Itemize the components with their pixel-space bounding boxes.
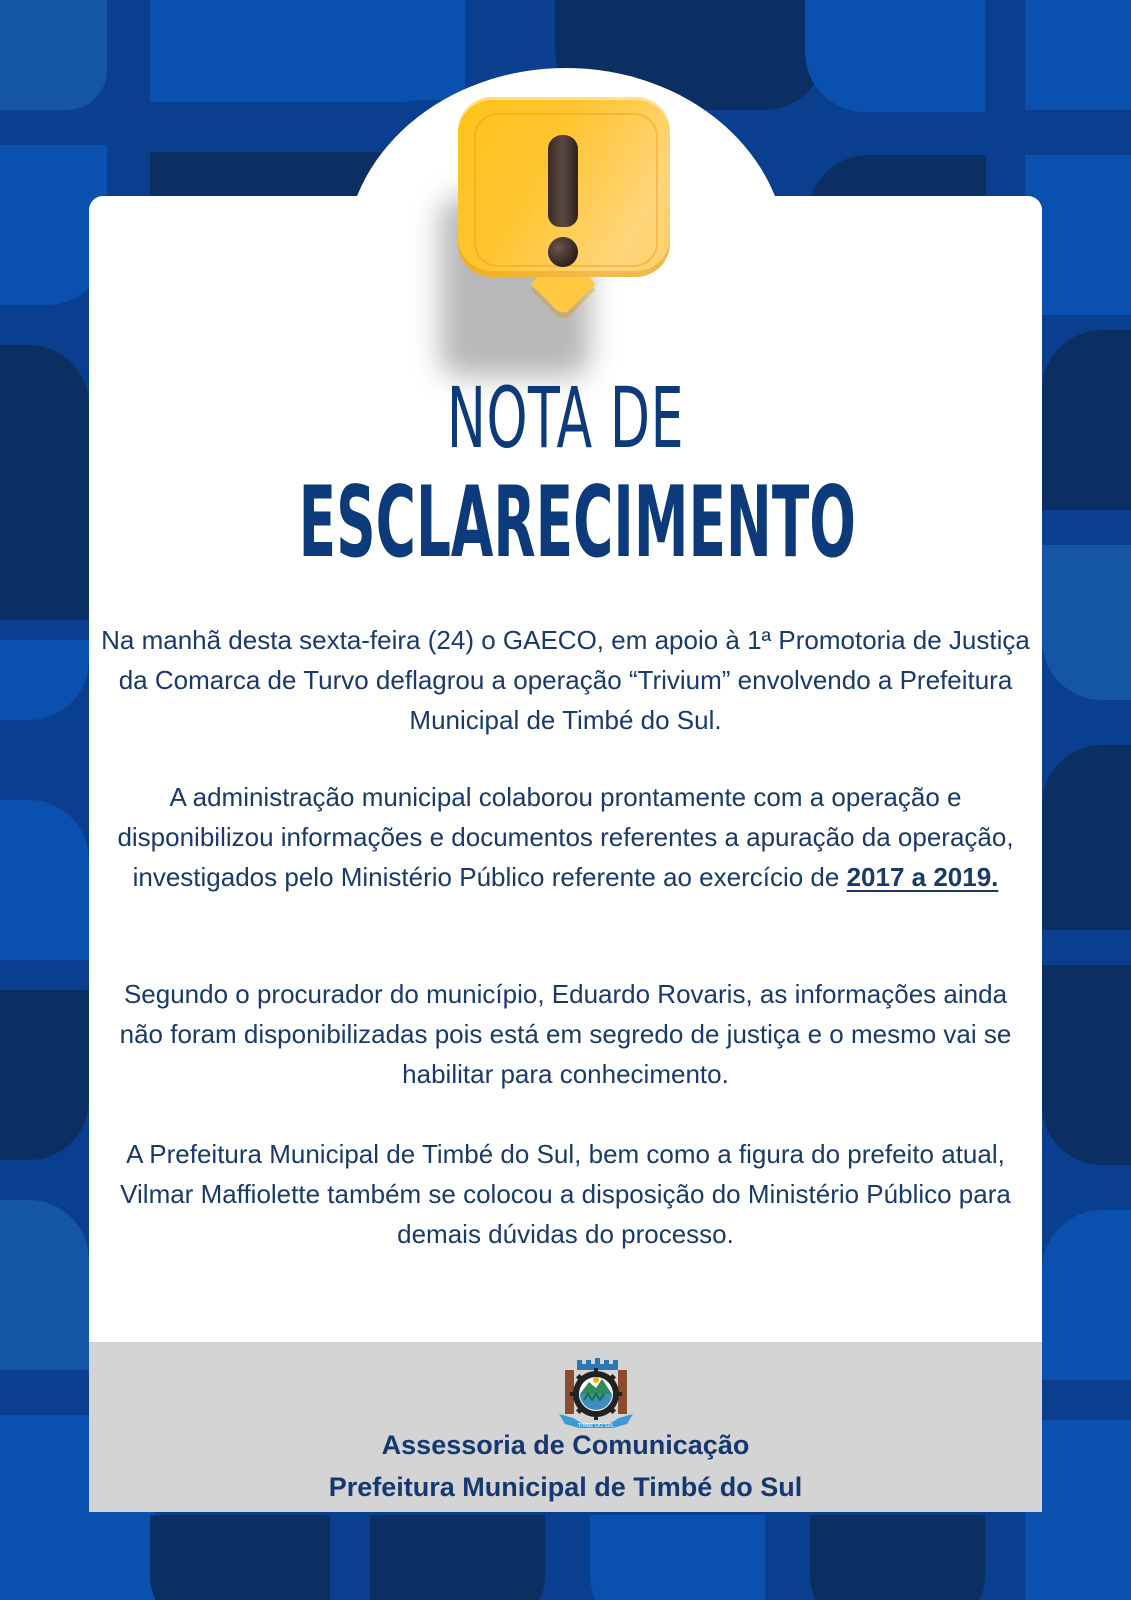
period-highlight: 2017 a 2019. bbox=[846, 862, 999, 892]
bg-tile bbox=[150, 1515, 330, 1600]
bg-tile bbox=[370, 1515, 545, 1600]
bg-tile bbox=[0, 1200, 89, 1370]
paragraph-text: Segundo o procurador do município, Eduardo Rovaris, as informações ainda não foram disponibilizadas pois está em segredo de justiça e o mesmo vai se habilitar para conhecimento. bbox=[119, 979, 1012, 1089]
bg-tile bbox=[1025, 0, 1131, 110]
bg-tile bbox=[810, 1515, 985, 1600]
exclamation-speech-bubble-icon bbox=[458, 97, 672, 387]
bg-tile bbox=[1042, 545, 1131, 700]
paragraph-text: A administração municipal colaborou prontamente com a operação e disponibilizou informações e documentos referentes a apuração da operação, investigados pelo Ministério Público referente ao exercício de bbox=[117, 782, 1014, 892]
paragraph-operation bbox=[100, 620, 1031, 740]
bg-tile bbox=[0, 540, 89, 620]
bg-tile bbox=[1042, 270, 1131, 315]
footer-department: Assessoria de Comunicação bbox=[381, 1430, 750, 1460]
paragraph-collaboration bbox=[100, 777, 1031, 897]
paragraph-availability bbox=[100, 1134, 1031, 1254]
title-line-1: NOTA DE bbox=[446, 369, 685, 467]
title-line-2: ESCLARECIMENTO bbox=[298, 466, 856, 580]
bg-tile bbox=[0, 640, 89, 720]
bg-tile bbox=[0, 800, 89, 960]
bg-tile bbox=[0, 0, 107, 110]
bg-tile bbox=[1042, 330, 1131, 510]
svg-text:TIMBÉ DO SUL: TIMBÉ DO SUL bbox=[577, 1423, 615, 1429]
bg-tile bbox=[590, 1515, 765, 1600]
bg-tile bbox=[805, 0, 985, 112]
bg-tile bbox=[0, 345, 89, 540]
bubble-body bbox=[458, 97, 670, 277]
exclamation-bar bbox=[548, 135, 578, 227]
bg-tile bbox=[0, 990, 89, 1160]
bg-tile bbox=[1042, 745, 1131, 930]
bg-tile bbox=[1042, 965, 1131, 1165]
paragraph-procurator bbox=[100, 974, 1031, 1094]
paragraph-text: Na manhã desta sexta-feira (24) o GAECO, em apoio à 1ª Promotoria de Justiça da Comarca de Turvo deflagrou a operação “Trivium” envolvendo a Prefeitura Municipal de Timbé do Sul. bbox=[101, 625, 1030, 735]
bg-tile bbox=[1042, 1210, 1131, 1380]
exclamation-dot bbox=[548, 237, 578, 267]
paragraph-text: A Prefeitura Municipal de Timbé do Sul, bem como a figura do prefeito atual, Vilmar Maffiolette também se colocou a disposição do Ministério Público para demais dúvidas do processo. bbox=[120, 1139, 1011, 1249]
municipal-coat-of-arms-icon bbox=[551, 1356, 641, 1432]
footer-band bbox=[89, 1342, 1042, 1512]
footer-organization: Prefeitura Municipal de Timbé do Sul bbox=[328, 1472, 803, 1502]
